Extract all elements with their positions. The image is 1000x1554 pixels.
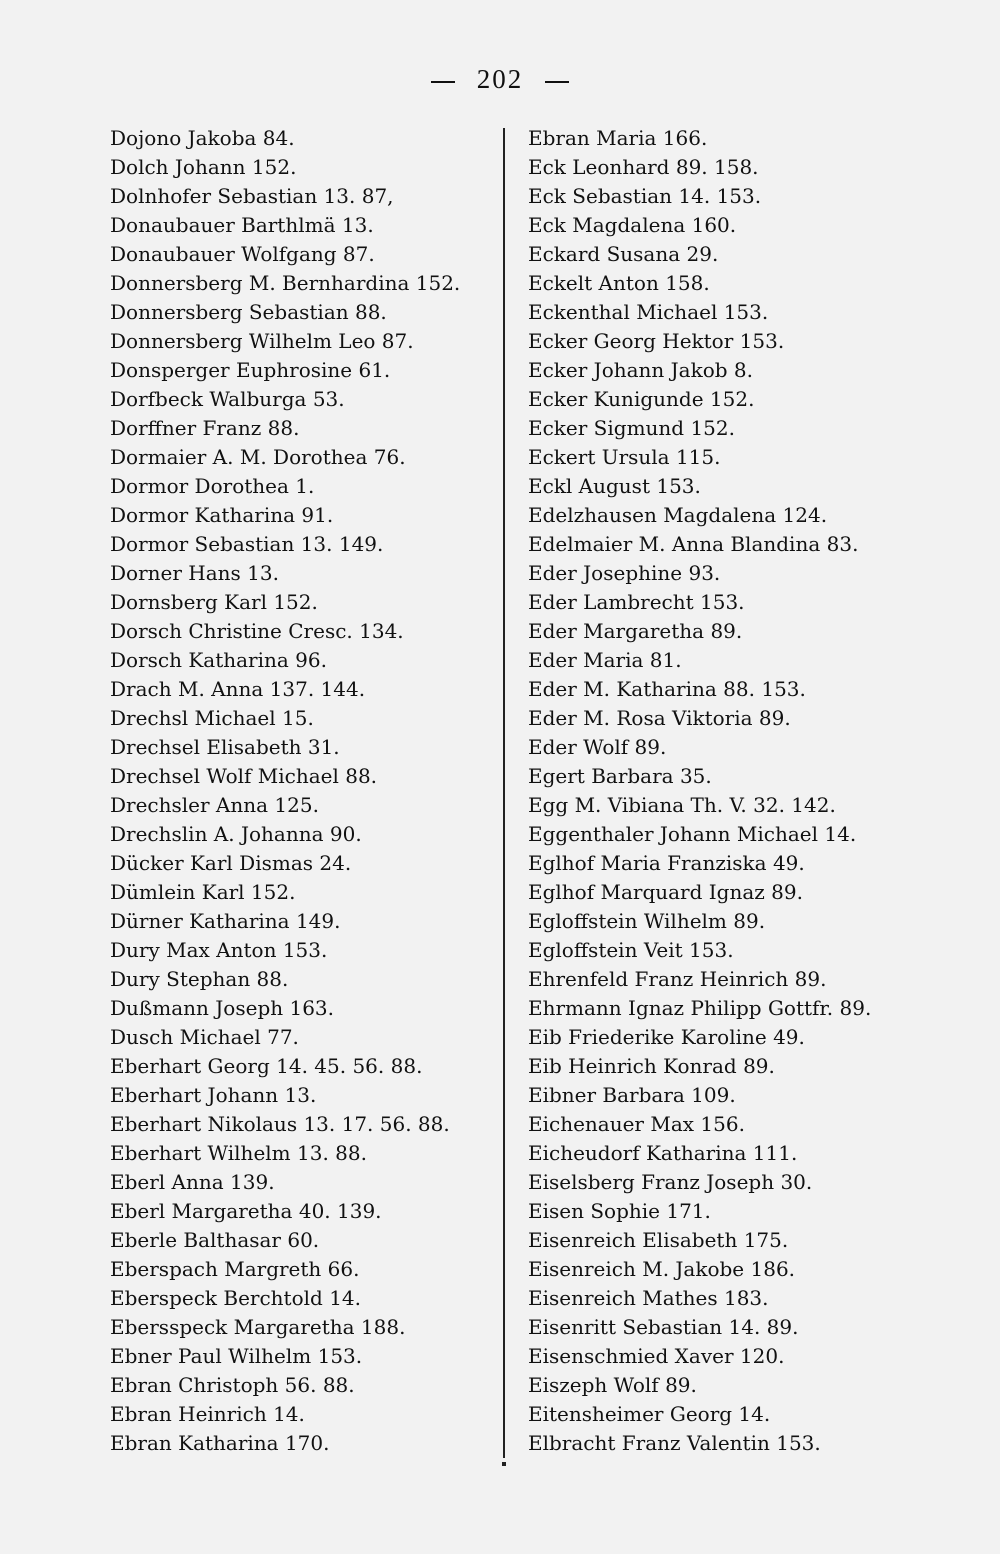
index-entry: Eggenthaler Johann Michael 14. [528, 822, 857, 846]
index-entry: Egloffstein Veit 153. [528, 938, 734, 962]
index-entry: Edelmaier M. Anna Blandina 83. [528, 532, 859, 556]
index-entry: Eck Leonhard 89. 158. [528, 155, 759, 179]
index-entry: Eder M. Rosa Viktoria 89. [528, 706, 791, 730]
index-entry: Eder Wolf 89. [528, 735, 667, 759]
index-entry: Dücker Karl Dismas 24. [110, 851, 352, 875]
index-entry: Dury Stephan 88. [110, 967, 289, 991]
index-entry: Dümlein Karl 152. [110, 880, 296, 904]
index-entry: Eckenthal Michael 153. [528, 300, 769, 324]
index-entry: Ehrmann Ignaz Philipp Gottfr. 89. [528, 996, 872, 1020]
index-entry: Eck Magdalena 160. [528, 213, 737, 237]
index-entry: Eisenreich Mathes 183. [528, 1286, 769, 1310]
index-entry: Dojono Jakoba 84. [110, 126, 295, 150]
index-entry: Ecker Kunigunde 152. [528, 387, 755, 411]
index-entry: Dury Max Anton 153. [110, 938, 328, 962]
index-entry: Ecker Sigmund 152. [528, 416, 735, 440]
index-entry: Eiselsberg Franz Joseph 30. [528, 1170, 813, 1194]
index-entry: Eglhof Maria Franziska 49. [528, 851, 805, 875]
index-entry: Dorsch Katharina 96. [110, 648, 327, 672]
index-entry: Dorsch Christine Cresc. 134. [110, 619, 404, 643]
index-entry: Eisenreich M. Jakobe 186. [528, 1257, 796, 1281]
index-entry: Eder Maria 81. [528, 648, 682, 672]
index-entry: Eder Josephine 93. [528, 561, 721, 585]
index-entry: Eberl Anna 139. [110, 1170, 275, 1194]
index-entry: Drechsel Elisabeth 31. [110, 735, 340, 759]
index-entry: Drechslin A. Johanna 90. [110, 822, 362, 846]
index-entry: Eichenauer Max 156. [528, 1112, 745, 1136]
index-entry: Dorffner Franz 88. [110, 416, 300, 440]
index-entry: Eder Margaretha 89. [528, 619, 743, 643]
index-entry: Eiszeph Wolf 89. [528, 1373, 697, 1397]
index-entry: Eckelt Anton 158. [528, 271, 710, 295]
index-entry: Dolch Johann 152. [110, 155, 297, 179]
index-entry: Donnersberg M. Bernhardina 152. [110, 271, 461, 295]
index-entry: Eberhart Wilhelm 13. 88. [110, 1141, 367, 1165]
right-index-column [528, 124, 948, 1458]
index-entry: Ecker Georg Hektor 153. [528, 329, 785, 353]
index-entry: Eberhart Georg 14. 45. 56. 88. [110, 1054, 423, 1078]
index-entry: Eberle Balthasar 60. [110, 1228, 320, 1252]
divider-end-mark [502, 1462, 506, 1466]
index-entry: Ebran Heinrich 14. [110, 1402, 305, 1426]
index-entry: Drach M. Anna 137. 144. [110, 677, 366, 701]
index-entry: Ehrenfeld Franz Heinrich 89. [528, 967, 827, 991]
page-number: 202 [476, 64, 524, 94]
index-entry: Dorner Hans 13. [110, 561, 279, 585]
index-entry: Eder Lambrecht 153. [528, 590, 745, 614]
index-entry: Eib Friederike Karoline 49. [528, 1025, 805, 1049]
index-entry: Eisenschmied Xaver 120. [528, 1344, 785, 1368]
index-entry: Dußmann Joseph 163. [110, 996, 335, 1020]
index-entry: Dormor Katharina 91. [110, 503, 334, 527]
index-entry: Ebran Katharina 170. [110, 1431, 330, 1455]
index-entry: Eglhof Marquard Ignaz 89. [528, 880, 803, 904]
index-entry: Eberspach Margreth 66. [110, 1257, 360, 1281]
index-entry: Ebran Maria 166. [528, 126, 708, 150]
index-entry: Edelzhausen Magdalena 124. [528, 503, 828, 527]
index-entry: Eberhart Nikolaus 13. 17. 56. 88. [110, 1112, 450, 1136]
index-entry: Drechsler Anna 125. [110, 793, 319, 817]
index-entry: Donnersberg Wilhelm Leo 87. [110, 329, 414, 353]
dash-left [431, 81, 455, 83]
column-divider [503, 128, 505, 1458]
index-entry: Drechsl Michael 15. [110, 706, 314, 730]
index-entry: Egert Barbara 35. [528, 764, 712, 788]
index-entry: Ecker Johann Jakob 8. [528, 358, 753, 382]
index-entry: Eisenreich Elisabeth 175. [528, 1228, 789, 1252]
index-entry: Eicheudorf Katharina 111. [528, 1141, 798, 1165]
index-entry: Donnersberg Sebastian 88. [110, 300, 387, 324]
index-entry: Donsperger Euphrosine 61. [110, 358, 391, 382]
index-entry: Egloffstein Wilhelm 89. [528, 909, 766, 933]
index-entry: Eibner Barbara 109. [528, 1083, 736, 1107]
dash-right [545, 81, 569, 83]
index-entry: Eberl Margaretha 40. 139. [110, 1199, 382, 1223]
index-entry: Dusch Michael 77. [110, 1025, 299, 1049]
index-entry: Eitensheimer Georg 14. [528, 1402, 771, 1426]
index-entry: Dornsberg Karl 152. [110, 590, 318, 614]
index-entry: Dormor Sebastian 13. 149. [110, 532, 384, 556]
index-entry: Eck Sebastian 14. 153. [528, 184, 762, 208]
index-entry: Eder M. Katharina 88. 153. [528, 677, 806, 701]
index-entry: Donaubauer Wolfgang 87. [110, 242, 375, 266]
index-entry: Eckl August 153. [528, 474, 701, 498]
index-entry: Egg M. Vibiana Th. V. 32. 142. [528, 793, 836, 817]
index-entry: Dorfbeck Walburga 53. [110, 387, 345, 411]
index-entry: Donaubauer Barthlmä 13. [110, 213, 374, 237]
index-entry: Eberspeck Berchtold 14. [110, 1286, 361, 1310]
index-entry: Dürner Katharina 149. [110, 909, 341, 933]
index-entry: Eisenritt Sebastian 14. 89. [528, 1315, 799, 1339]
index-entry: Dormaier A. M. Dorothea 76. [110, 445, 406, 469]
index-entry: Ebran Christoph 56. 88. [110, 1373, 355, 1397]
index-entry: Drechsel Wolf Michael 88. [110, 764, 378, 788]
left-index-column [110, 124, 495, 1458]
index-entry: Ebersspeck Margaretha 188. [110, 1315, 406, 1339]
index-entry: Eib Heinrich Konrad 89. [528, 1054, 775, 1078]
index-entry: Eckert Ursula 115. [528, 445, 721, 469]
index-entry: Dormor Dorothea 1. [110, 474, 315, 498]
index-entry: Ebner Paul Wilhelm 153. [110, 1344, 363, 1368]
index-entry: Eckard Susana 29. [528, 242, 719, 266]
index-entry: Dolnhofer Sebastian 13. 87, [110, 184, 394, 208]
page-number-header [0, 64, 1000, 95]
index-entry: Eisen Sophie 171. [528, 1199, 711, 1223]
index-entry: Elbracht Franz Valentin 153. [528, 1431, 821, 1455]
index-entry: Eberhart Johann 13. [110, 1083, 317, 1107]
